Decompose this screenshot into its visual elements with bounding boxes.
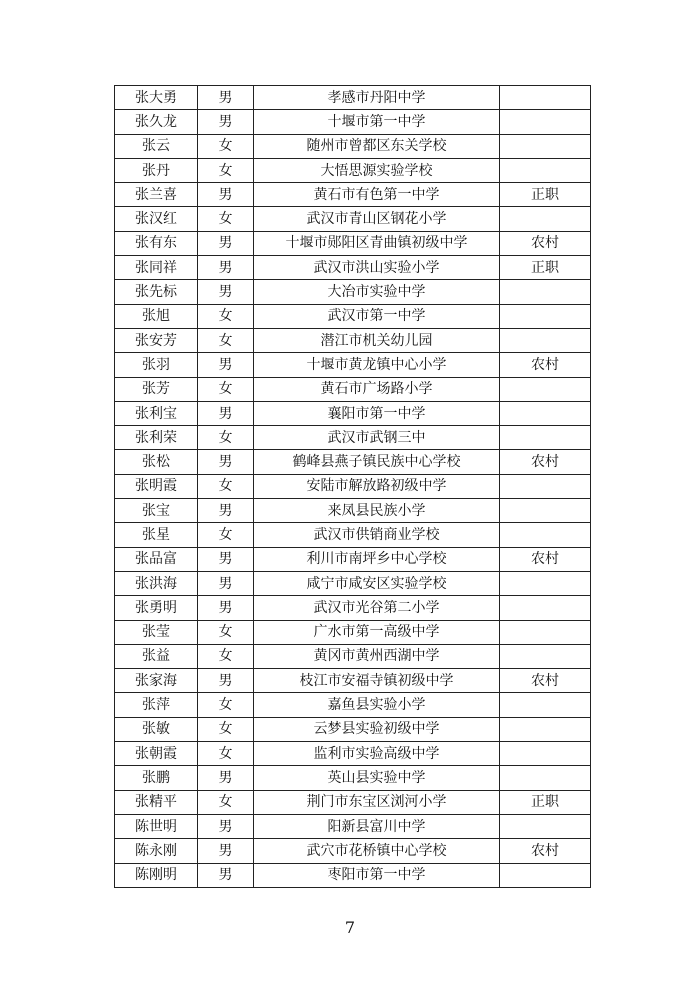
note-cell <box>500 766 591 790</box>
note-cell <box>500 474 591 498</box>
gender-cell: 男 <box>198 863 254 887</box>
table-row <box>115 328 591 352</box>
school-cell: 来凤县民族小学 <box>254 499 500 523</box>
roster-table <box>114 85 591 888</box>
gender-cell: 男 <box>198 110 254 134</box>
name-cell: 陈世明 <box>115 814 198 838</box>
school-cell: 孝感市丹阳中学 <box>254 86 500 110</box>
gender-cell: 女 <box>198 790 254 814</box>
gender-cell: 男 <box>198 401 254 425</box>
note-cell: 农村 <box>500 547 591 571</box>
school-cell: 云梦县实验初级中学 <box>254 717 500 741</box>
name-cell: 张莹 <box>115 620 198 644</box>
note-cell <box>500 596 591 620</box>
note-cell <box>500 814 591 838</box>
table-row <box>115 717 591 741</box>
note-cell <box>500 717 591 741</box>
note-cell <box>500 571 591 595</box>
name-cell: 张有东 <box>115 231 198 255</box>
gender-cell: 女 <box>198 134 254 158</box>
school-cell: 阳新县富川中学 <box>254 814 500 838</box>
name-cell: 张利宝 <box>115 401 198 425</box>
table-row <box>115 790 591 814</box>
table-row <box>115 426 591 450</box>
name-cell: 张大勇 <box>115 86 198 110</box>
note-cell <box>500 742 591 766</box>
name-cell: 张洪海 <box>115 571 198 595</box>
name-cell: 张家海 <box>115 669 198 693</box>
table-row <box>115 450 591 474</box>
gender-cell: 女 <box>198 304 254 328</box>
gender-cell: 男 <box>198 499 254 523</box>
school-cell: 嘉鱼县实验小学 <box>254 693 500 717</box>
table-row <box>115 669 591 693</box>
name-cell: 张明霞 <box>115 474 198 498</box>
school-cell: 利川市南坪乡中心学校 <box>254 547 500 571</box>
table-row <box>115 571 591 595</box>
note-cell: 农村 <box>500 669 591 693</box>
name-cell: 张羽 <box>115 353 198 377</box>
name-cell: 张旭 <box>115 304 198 328</box>
table-row <box>115 839 591 863</box>
note-cell <box>500 644 591 668</box>
table-row <box>115 183 591 207</box>
gender-cell: 女 <box>198 644 254 668</box>
name-cell: 张久龙 <box>115 110 198 134</box>
table-row <box>115 134 591 158</box>
table-row <box>115 596 591 620</box>
name-cell: 张同祥 <box>115 256 198 280</box>
roster-table-body <box>115 86 591 888</box>
page-number: 7 <box>344 918 356 937</box>
name-cell: 张宝 <box>115 499 198 523</box>
note-cell: 正职 <box>500 183 591 207</box>
gender-cell: 女 <box>198 620 254 644</box>
name-cell: 张鹏 <box>115 766 198 790</box>
table-row <box>115 377 591 401</box>
note-cell: 农村 <box>500 839 591 863</box>
note-cell <box>500 377 591 401</box>
name-cell: 陈刚明 <box>115 863 198 887</box>
gender-cell: 女 <box>198 742 254 766</box>
name-cell: 张松 <box>115 450 198 474</box>
name-cell: 张芳 <box>115 377 198 401</box>
table-row <box>115 474 591 498</box>
note-cell: 正职 <box>500 790 591 814</box>
gender-cell: 男 <box>198 669 254 693</box>
gender-cell: 女 <box>198 693 254 717</box>
note-cell <box>500 280 591 304</box>
school-cell: 武汉市青山区钢花小学 <box>254 207 500 231</box>
school-cell: 随州市曾都区东关学校 <box>254 134 500 158</box>
table-row <box>115 620 591 644</box>
gender-cell: 男 <box>198 547 254 571</box>
school-cell: 武汉市光谷第二小学 <box>254 596 500 620</box>
gender-cell: 男 <box>198 353 254 377</box>
note-cell <box>500 304 591 328</box>
note-cell <box>500 693 591 717</box>
gender-cell: 女 <box>198 207 254 231</box>
table-row <box>115 304 591 328</box>
table-row <box>115 547 591 571</box>
note-cell <box>500 158 591 182</box>
name-cell: 陈永刚 <box>115 839 198 863</box>
table-row <box>115 401 591 425</box>
note-cell <box>500 401 591 425</box>
note-cell: 正职 <box>500 256 591 280</box>
name-cell: 张敏 <box>115 717 198 741</box>
gender-cell: 女 <box>198 474 254 498</box>
school-cell: 安陆市解放路初级中学 <box>254 474 500 498</box>
name-cell: 张精平 <box>115 790 198 814</box>
school-cell: 武汉市武钢三中 <box>254 426 500 450</box>
school-cell: 枣阳市第一中学 <box>254 863 500 887</box>
note-cell <box>500 110 591 134</box>
gender-cell: 男 <box>198 256 254 280</box>
table-row <box>115 256 591 280</box>
gender-cell: 男 <box>198 450 254 474</box>
school-cell: 十堰市第一中学 <box>254 110 500 134</box>
name-cell: 张勇明 <box>115 596 198 620</box>
name-cell: 张益 <box>115 644 198 668</box>
note-cell <box>500 328 591 352</box>
name-cell: 张丹 <box>115 158 198 182</box>
name-cell: 张先标 <box>115 280 198 304</box>
name-cell: 张品富 <box>115 547 198 571</box>
note-cell <box>500 863 591 887</box>
table-row <box>115 110 591 134</box>
note-cell <box>500 499 591 523</box>
school-cell: 十堰市黄龙镇中心小学 <box>254 353 500 377</box>
name-cell: 张云 <box>115 134 198 158</box>
table-row <box>115 742 591 766</box>
school-cell: 荆门市东宝区浏河小学 <box>254 790 500 814</box>
name-cell: 张安芳 <box>115 328 198 352</box>
table-row <box>115 766 591 790</box>
gender-cell: 男 <box>198 571 254 595</box>
gender-cell: 男 <box>198 596 254 620</box>
name-cell: 张朝霞 <box>115 742 198 766</box>
note-cell <box>500 523 591 547</box>
school-cell: 武穴市花桥镇中心学校 <box>254 839 500 863</box>
gender-cell: 男 <box>198 231 254 255</box>
name-cell: 张兰喜 <box>115 183 198 207</box>
gender-cell: 男 <box>198 814 254 838</box>
school-cell: 武汉市第一中学 <box>254 304 500 328</box>
gender-cell: 女 <box>198 523 254 547</box>
school-cell: 大冶市实验中学 <box>254 280 500 304</box>
school-cell: 黄石市有色第一中学 <box>254 183 500 207</box>
name-cell: 张利荣 <box>115 426 198 450</box>
gender-cell: 男 <box>198 839 254 863</box>
gender-cell: 男 <box>198 86 254 110</box>
table-row <box>115 863 591 887</box>
school-cell: 黄冈市黄州西湖中学 <box>254 644 500 668</box>
school-cell: 武汉市供销商业学校 <box>254 523 500 547</box>
note-cell <box>500 134 591 158</box>
name-cell: 张汉红 <box>115 207 198 231</box>
table-row <box>115 158 591 182</box>
note-cell <box>500 620 591 644</box>
table-row <box>115 280 591 304</box>
note-cell <box>500 86 591 110</box>
school-cell: 枝江市安福寺镇初级中学 <box>254 669 500 693</box>
gender-cell: 女 <box>198 717 254 741</box>
school-cell: 英山县实验中学 <box>254 766 500 790</box>
gender-cell: 男 <box>198 766 254 790</box>
school-cell: 大悟思源实验学校 <box>254 158 500 182</box>
note-cell: 农村 <box>500 353 591 377</box>
table-row <box>115 353 591 377</box>
table-row <box>115 523 591 547</box>
school-cell: 十堰市郧阳区青曲镇初级中学 <box>254 231 500 255</box>
note-cell: 农村 <box>500 450 591 474</box>
table-row <box>115 693 591 717</box>
school-cell: 黄石市广场路小学 <box>254 377 500 401</box>
school-cell: 鹤峰县燕子镇民族中心学校 <box>254 450 500 474</box>
school-cell: 广水市第一高级中学 <box>254 620 500 644</box>
school-cell: 监利市实验高级中学 <box>254 742 500 766</box>
gender-cell: 男 <box>198 280 254 304</box>
school-cell: 咸宁市咸安区实验学校 <box>254 571 500 595</box>
gender-cell: 女 <box>198 158 254 182</box>
school-cell: 襄阳市第一中学 <box>254 401 500 425</box>
table-row <box>115 499 591 523</box>
school-cell: 武汉市洪山实验小学 <box>254 256 500 280</box>
table-row <box>115 86 591 110</box>
gender-cell: 女 <box>198 328 254 352</box>
name-cell: 张星 <box>115 523 198 547</box>
note-cell: 农村 <box>500 231 591 255</box>
table-row <box>115 231 591 255</box>
table-row <box>115 207 591 231</box>
gender-cell: 女 <box>198 377 254 401</box>
table-row <box>115 644 591 668</box>
school-cell: 潜江市机关幼儿园 <box>254 328 500 352</box>
table-row <box>115 814 591 838</box>
gender-cell: 男 <box>198 183 254 207</box>
note-cell <box>500 207 591 231</box>
name-cell: 张萍 <box>115 693 198 717</box>
note-cell <box>500 426 591 450</box>
gender-cell: 女 <box>198 426 254 450</box>
